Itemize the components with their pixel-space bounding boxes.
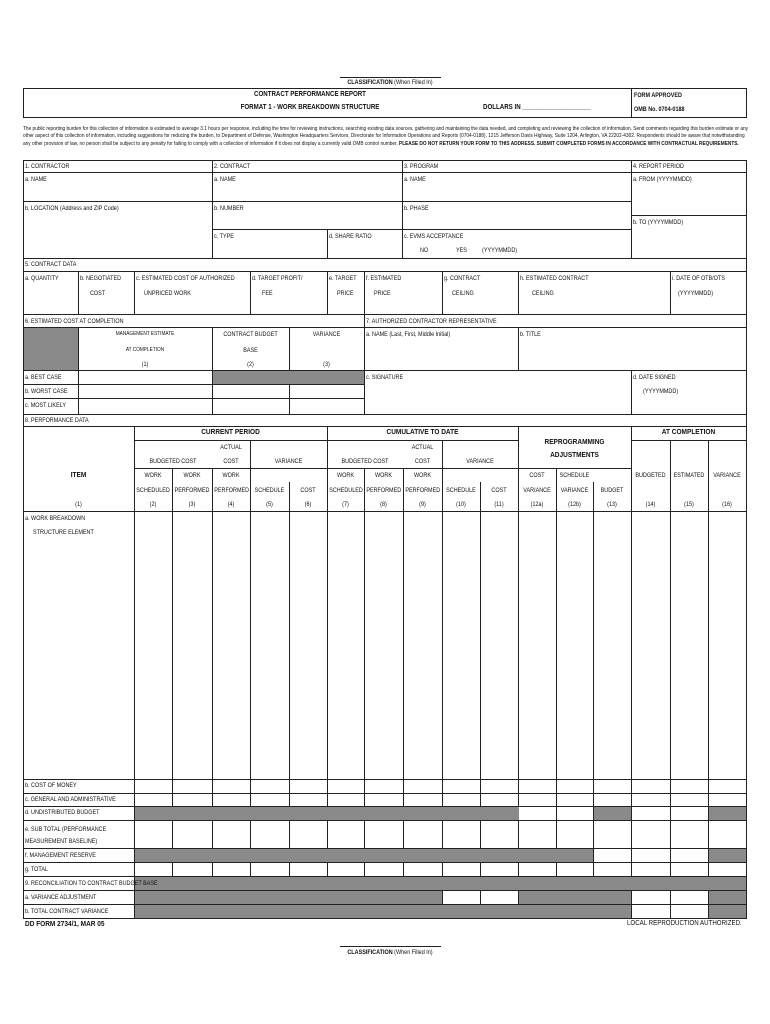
contract-number-field[interactable]: b. NUMBER <box>214 205 244 212</box>
evms-date-field[interactable]: (YYYYMMDD) <box>482 247 518 254</box>
cum-cost: COST <box>491 487 507 494</box>
col-num: (4) <box>227 501 235 508</box>
at-completion-header: AT COMPLETION <box>661 427 716 436</box>
contractor-location-field[interactable]: b. LOCATION (Address and ZIP Code) <box>25 205 119 212</box>
cp-cost: COST <box>300 487 316 494</box>
eac-variance-header: VARIANCE <box>312 331 341 338</box>
col-num-1: (1) <box>141 361 149 368</box>
ac-variance: VARIANCE <box>713 472 741 479</box>
cum-actual-cost: COST <box>414 458 431 465</box>
rp-schedule: SCHEDULE <box>559 472 590 479</box>
performance-data-label: 8. PERFORMANCE DATA <box>25 417 89 424</box>
rp-cost: COST <box>529 472 545 479</box>
estimated-ceiling-field[interactable]: h. ESTIMATED CONTRACT <box>520 275 589 282</box>
evms-acceptance-label: c. EVMS ACCEPTANCE <box>404 233 464 240</box>
col-num: (2) <box>149 501 157 508</box>
col-num: (7) <box>342 501 349 508</box>
undistributed-budget-row: d. UNDISTRIBUTED BUDGET <box>25 809 100 816</box>
col-num: (14) <box>645 501 656 508</box>
report-title: CONTRACT PERFORMANCE REPORT <box>254 91 366 98</box>
reprogramming-header: REPROGRAMMING <box>544 437 605 446</box>
cp-work-3: WORK <box>222 472 240 479</box>
report-to-field[interactable]: b. TO (YYYYMMDD) <box>633 219 684 226</box>
report-subtitle: FORMAT 1 - WORK BREAKDOWN STRUCTURE <box>240 104 380 111</box>
item-header: ITEM <box>70 470 87 479</box>
classification-bottom: CLASSIFICATION (When Filled In) <box>347 949 433 956</box>
rp-cost-variance: VARIANCE <box>523 487 551 494</box>
mgmt-estimate-header-2: AT COMPLETION <box>125 347 165 353</box>
date-signed-field[interactable]: d. DATE SIGNED <box>633 374 676 381</box>
cum-schedule: SCHEDULE <box>446 487 476 494</box>
contract-data-label: 5. CONTRACT DATA <box>25 261 77 268</box>
cp-work-1: WORK <box>144 472 162 479</box>
report-period-label: 4. REPORT PERIOD <box>633 163 684 170</box>
cp-actual: ACTUAL <box>220 444 242 451</box>
rep-title-field[interactable]: b. TITLE <box>520 331 541 338</box>
estimated-price-field[interactable]: f. ESTIMATED <box>366 275 402 282</box>
evms-yes-option[interactable]: YES <box>456 247 467 254</box>
negotiated-cost-label-2: COST <box>90 290 106 297</box>
g-and-a-row: c. GENERAL AND ADMINISTRATIVE <box>25 796 116 803</box>
total-contract-variance-row: b. TOTAL CONTRACT VARIANCE <box>25 908 109 915</box>
col-num: (13) <box>607 501 617 508</box>
cp-performed: PERFORMED <box>174 487 210 494</box>
cp-schedule: SCHEDULE <box>254 487 285 494</box>
dollars-in-field[interactable]: DOLLARS IN ____________________ <box>483 104 591 111</box>
date-signed-format: (YYYYMMDD) <box>643 388 679 395</box>
col-num: (5) <box>266 501 273 508</box>
item-num: (1) <box>75 501 82 508</box>
target-price-field[interactable]: e. TARGET <box>329 275 357 282</box>
contract-ceiling-field[interactable]: g. CONTRACT <box>444 275 481 282</box>
cum-work-3: WORK <box>414 472 431 479</box>
col-num: (12a) <box>530 501 544 508</box>
target-price-label-2: PRICE <box>337 290 354 297</box>
col-num: (9) <box>419 501 426 508</box>
total-row: g. TOTAL <box>25 866 49 873</box>
share-ratio-field[interactable]: d. SHARE RATIO <box>329 233 372 240</box>
rep-signature-field[interactable]: c. SIGNATURE <box>366 374 404 381</box>
estimated-ceiling-label-2: CEILING <box>532 290 554 297</box>
authorized-unpriced-field[interactable]: c. ESTIMATED COST OF AUTHORIZED <box>136 275 235 282</box>
col-num: (10) <box>456 501 466 508</box>
cp-budgeted-cost: BUDGETED COST <box>149 458 197 465</box>
program-phase-field[interactable]: b. PHASE <box>404 205 429 212</box>
subtotal-row-2: MEASUREMENT BASELINE) <box>25 838 98 845</box>
cost-of-money-row: b. COST OF MONEY <box>25 782 77 789</box>
cum-work-2: WORK <box>375 472 392 479</box>
local-reproduction: LOCAL REPRODUCTION AUTHORIZED. <box>627 920 742 927</box>
report-from-field[interactable]: a. FROM (YYYYMMDD) <box>633 176 692 183</box>
form-number: DD FORM 2734/1, MAR 05 <box>25 919 105 928</box>
reprogramming-header-2: ADJUSTMENTS <box>550 450 599 459</box>
contract-type-field[interactable]: c. TYPE <box>214 233 234 240</box>
rp-sched-variance: VARIANCE <box>560 487 589 494</box>
col-num: (15) <box>684 501 694 508</box>
worst-case-row: b. WORST CASE <box>25 388 68 395</box>
col-num: (3) <box>188 501 196 508</box>
form-approved: FORM APPROVED <box>634 92 682 99</box>
col-num-2: (2) <box>247 361 254 368</box>
subtotal-row: e. SUB TOTAL (PERFORMANCE <box>25 826 107 833</box>
contract-label: 2. CONTRACT <box>214 163 251 170</box>
eac-label: 6. ESTIMATED COST AT COMPLETION <box>25 318 124 325</box>
authorized-rep-label: 7. AUTHORIZED CONTRACTOR REPRESENTATIVE <box>366 318 497 325</box>
contractor-name-field[interactable]: a. NAME <box>25 176 47 183</box>
col-num: (12b) <box>568 501 581 508</box>
rep-name-field[interactable]: a. NAME (Last, First, Middle Initial) <box>366 331 451 338</box>
evms-no-option[interactable]: NO <box>420 247 429 254</box>
variance-adjustment-row: a. VARIANCE ADJUSTMENT <box>25 894 97 901</box>
omb-number: OMB No. 0704-0188 <box>634 106 685 113</box>
otb-date-field[interactable]: i. DATE OF OTB/OTS <box>672 275 725 282</box>
classification-rule-bottom <box>340 946 441 947</box>
cp-work-2: WORK <box>183 472 201 479</box>
cum-scheduled: SCHEDULED <box>329 487 363 494</box>
ac-budgeted: BUDGETED <box>635 472 666 479</box>
most-likely-row: c. MOST LIKELY <box>25 402 66 409</box>
classification-rule-top <box>340 77 441 78</box>
col-num-3: (3) <box>323 361 330 368</box>
authorized-unpriced-label-2: UNPRICED WORK <box>144 290 191 297</box>
burden-statement: The public reporting burden for this collection of information is estimated to average 3.1 hours per response, including the time for reviewing instructions, searching existing data sources, gathering and maintaining the data needed, and completing and reviewing the collection of information. Send comments regarding this burden estimate or any other aspect of this collection of information, including suggestions for reducing the burden, to Department of Defense, Washington Headquarters Services, Directorate for Information Operations and Reports (0704-0188), 1215 Jefferson Davis Highway, Suite 1204, Arlington, VA 22202-4302. Respondents should be aware that notwithstanding any other provision of law, no person shall be subject to any penalty for failing to comply with a collection of information if it does not display a currently valid OMB control number. PLEASE DO NOT RETURN YOUR FORM TO THIS ADDRESS. SUBMIT COMPLETED FORMS IN ACCORDANCE WITH CONTRACTUAL REQUIREMENTS. <box>23 126 749 147</box>
otb-date-format: (YYYYMMDD) <box>678 290 714 297</box>
wbs-element-label-2: STRUCTURE ELEMENT <box>33 529 94 536</box>
cp-actual-cost: COST <box>223 458 239 465</box>
contract-name-field[interactable]: a. NAME <box>214 176 236 183</box>
contract-budget-header-2: BASE <box>243 347 258 354</box>
cumulative-header: CUMULATIVE TO DATE <box>386 427 459 436</box>
col-num: (6) <box>304 501 312 508</box>
col-num: (16) <box>722 501 732 508</box>
cum-work-1: WORK <box>337 472 354 479</box>
program-label: 3. PROGRAM <box>404 163 439 170</box>
cp-variance: VARIANCE <box>274 458 303 465</box>
classification-top: CLASSIFICATION (When Filled In) <box>347 79 433 86</box>
cum-variance: VARIANCE <box>466 458 494 465</box>
cum-actual-performed: PERFORMED <box>405 487 441 494</box>
best-case-row: a. BEST CASE <box>25 374 62 381</box>
cum-actual: ACTUAL <box>411 444 434 451</box>
cum-budgeted-cost: BUDGETED COST <box>341 458 389 465</box>
contractor-label: 1. CONTRACTOR <box>25 163 70 170</box>
current-period-header: CURRENT PERIOD <box>201 427 260 436</box>
rp-budget: BUDGET <box>600 487 624 494</box>
cum-performed: PERFORMED <box>366 487 402 494</box>
col-num: (11) <box>494 501 504 508</box>
cp-scheduled: SCHEDULED <box>136 487 170 494</box>
reconciliation-header: 9. RECONCILIATION TO CONTRACT BUDGET BASE <box>25 880 158 887</box>
quantity-field[interactable]: a. QUANTITY <box>25 275 59 282</box>
contract-ceiling-label-2: CEILING <box>452 290 474 297</box>
program-name-field[interactable]: a. NAME <box>404 176 426 183</box>
target-fee-label-2: FEE <box>262 290 273 297</box>
contract-budget-header: CONTRACT BUDGET <box>223 331 278 338</box>
wbs-element-label: a. WORK BREAKDOWN <box>25 515 86 522</box>
ac-estimated: ESTIMATED <box>673 472 705 479</box>
negotiated-cost-field[interactable]: b. NEGOTIATED <box>80 275 122 282</box>
estimated-price-label-2: PRICE <box>374 290 391 297</box>
col-num: (8) <box>380 501 387 508</box>
target-fee-field[interactable]: d. TARGET PROFIT/ <box>252 275 303 282</box>
mgmt-estimate-header: MANAGEMENT ESTIMATE <box>115 331 175 337</box>
management-reserve-row: f. MANAGEMENT RESERVE <box>25 852 96 859</box>
cp-actual-performed: PERFORMED <box>214 487 250 494</box>
